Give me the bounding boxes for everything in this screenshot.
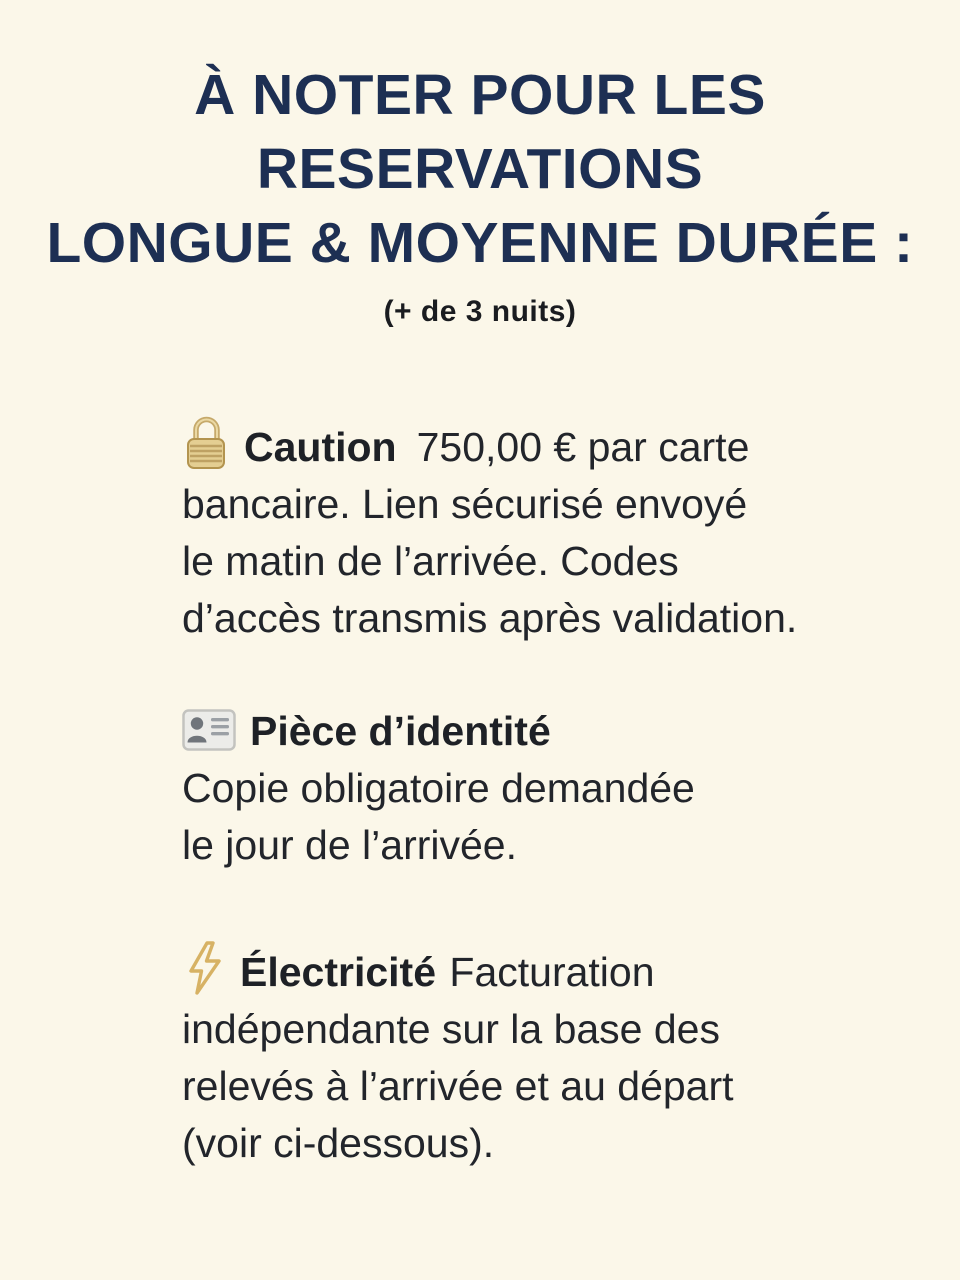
electricity-text-line-3: relevés à l’arrivée et au départ <box>182 1063 734 1109</box>
title-line-1: À NOTER POUR LES <box>194 63 766 127</box>
section-electricity <box>182 940 850 1172</box>
title-line-2: RESERVATIONS <box>256 137 704 201</box>
section-caution-line-1 <box>182 414 850 476</box>
id-card-icon <box>182 703 236 760</box>
title-line-3: LONGUE & MOYENNE DURÉE : <box>46 211 914 275</box>
identity-text-line-1: Copie obligatoire demandée <box>182 765 695 811</box>
lightning-icon <box>182 940 226 1001</box>
electricity-heading: Électricité <box>240 949 436 995</box>
caution-text-line-4: d’accès transmis après validation. <box>182 595 798 641</box>
identity-text-line-2: le jour de l’arrivée. <box>182 822 517 868</box>
electricity-text-line-2: indépendante sur la base des <box>182 1006 720 1052</box>
padlock-icon <box>182 414 230 476</box>
notes-list <box>182 414 850 1172</box>
caution-text-line-1: 750,00 € par carte <box>416 424 750 470</box>
electricity-text-line-1: Facturation <box>449 949 655 995</box>
section-electricity-line-1 <box>182 940 850 1001</box>
page-title <box>0 58 960 280</box>
subtitle-min-nights: (+ de 3 nuits) <box>383 295 577 328</box>
section-caution <box>182 414 850 647</box>
caution-text-line-3: le matin de l’arrivée. Codes <box>182 538 679 584</box>
identity-heading: Pièce d’identité <box>250 708 551 754</box>
caution-text-line-2: bancaire. Lien sécurisé envoyé <box>182 481 748 527</box>
electricity-text-line-4: (voir ci-dessous). <box>182 1120 495 1166</box>
caution-heading: Caution <box>244 424 397 470</box>
section-identity <box>182 703 850 874</box>
section-identity-line-1 <box>182 703 850 760</box>
